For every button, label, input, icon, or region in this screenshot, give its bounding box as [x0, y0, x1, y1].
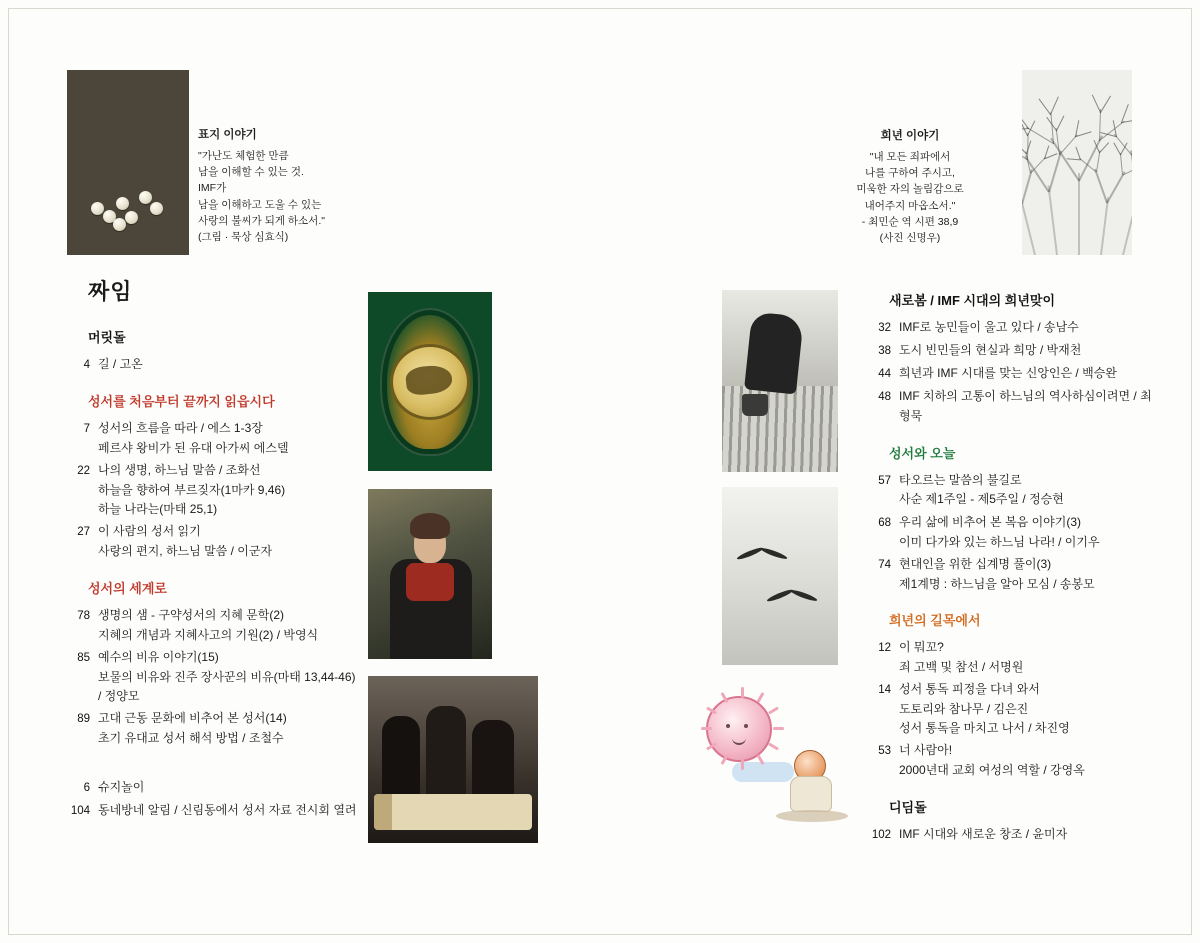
- toc-entry-row[interactable]: [64, 648, 364, 668]
- toc-page-number: 7: [83, 422, 90, 435]
- toc-entry[interactable]: [865, 825, 1155, 845]
- tree-branch: [1131, 131, 1132, 156]
- toc-page-number: 44: [878, 367, 891, 380]
- toc-entry-title: 현대인을 위한 십계명 풀이(3): [899, 556, 1052, 571]
- tree-branch: [1056, 116, 1064, 131]
- toc-left-column: [64, 327, 364, 837]
- sun-illustration: [706, 690, 856, 840]
- toc-entry-subtitle: 페르샤 왕비가 된 유대 아가씨 에스델: [98, 440, 289, 455]
- tree-branch: [1022, 198, 1036, 255]
- toc-entry-row[interactable]: [865, 318, 1155, 338]
- toc-group: [865, 290, 1155, 427]
- toc-entry-row[interactable]: [865, 364, 1155, 384]
- toc-entry-row[interactable]: [865, 341, 1155, 361]
- cover-story-line: 남을 이해하고 도울 수 있는: [198, 198, 322, 211]
- toc-group: [865, 610, 1155, 781]
- toc-page-number: 104: [70, 805, 90, 818]
- toc-entry-title: 성서 통독 피정을 다녀 와서: [899, 682, 1040, 697]
- toc-entry-subtitle: 죄 고백 및 참선 / 서명원: [899, 659, 1024, 674]
- tree-branch: [1099, 121, 1124, 141]
- cover-story-line: "가난도 체험한 만큼: [198, 149, 289, 162]
- jubilee-story-source: - 최민순 역 시편 38,9: [861, 215, 959, 228]
- jubilee-story-text: [810, 128, 1010, 246]
- tree-branch: [1078, 173, 1080, 255]
- toc-entry-title: 성서의 흐름을 따라 / 에스 1-3장: [98, 420, 263, 435]
- toc-page-number: 74: [878, 558, 891, 571]
- toc-entry-row[interactable]: [64, 461, 364, 481]
- toc-page-number: 102: [871, 828, 891, 841]
- tree-photo: [1022, 70, 1132, 255]
- toc-entry-title: 생명의 샘 - 구약성서의 지혜 문학(2): [98, 607, 285, 622]
- birds-photo: [722, 487, 838, 665]
- toc-entry[interactable]: [64, 461, 364, 519]
- cover-story-title: 표지 이야기: [198, 129, 257, 141]
- cover-story-line: 사랑의 불씨가 되게 하소서.": [198, 214, 325, 227]
- sun-ray: [768, 706, 779, 714]
- toc-entry-row[interactable]: [64, 709, 364, 729]
- toc-entry[interactable]: [865, 364, 1155, 384]
- toc-entry-title: 이 뭐꼬?: [899, 639, 944, 654]
- toc-page-number: 27: [77, 526, 90, 539]
- toc-right-column: [865, 290, 1155, 861]
- toc-group-heading: 머릿돌: [88, 330, 126, 345]
- sun-ray: [756, 692, 764, 703]
- toc-entry-title: 우리 삶에 비추어 본 복음 이야기(3): [899, 514, 1082, 529]
- tree-branch: [1091, 94, 1100, 112]
- toc-entry-subtitle: 성서 통독을 마치고 나서 / 차진영: [899, 721, 1070, 736]
- toc-page-number: 14: [878, 684, 891, 697]
- toc-group-heading: 성서와 오늘: [889, 445, 956, 461]
- toc-page-number: 38: [878, 344, 891, 357]
- jubilee-story-line: 나를 구하여 주시고,: [865, 167, 955, 180]
- toc-page-number: 53: [878, 745, 891, 758]
- toc-entry[interactable]: [865, 741, 1155, 780]
- cover-story-text: [198, 127, 373, 245]
- toc-entry-row[interactable]: [865, 471, 1155, 491]
- toc-entry-row[interactable]: [865, 638, 1155, 658]
- toc-entry[interactable]: [865, 341, 1155, 361]
- toc-page-number: 78: [77, 609, 90, 622]
- page-title: 짜임: [88, 279, 133, 304]
- cover-story-line: 남을 이해할 수 있는 것.: [198, 166, 304, 179]
- toc-group: [64, 578, 364, 749]
- toc-entry-row[interactable]: [865, 555, 1155, 575]
- toc-entry[interactable]: [865, 471, 1155, 510]
- toc-entry-title: 길 / 고온: [98, 357, 143, 371]
- toc-entry-subtitle: 사순 제1주일 - 제5주일 / 정승현: [899, 492, 1064, 507]
- toc-entry-subtitle: 지혜의 개념과 지혜사고의 기원(2) / 박영식: [98, 627, 319, 642]
- toc-entry[interactable]: [64, 801, 364, 821]
- toc-page-number: 6: [83, 782, 90, 795]
- toc-entry-row[interactable]: [64, 778, 364, 798]
- toc-entry[interactable]: [865, 638, 1155, 677]
- toc-entry[interactable]: [64, 606, 364, 645]
- toc-entry[interactable]: [865, 318, 1155, 338]
- toc-entry-subtitle: 제1계명 : 하느님을 알아 모심 / 송봉모: [899, 576, 1095, 591]
- toc-entry-subtitle: / 정양모: [98, 688, 140, 703]
- toc-entry[interactable]: [64, 419, 364, 458]
- tree-branch: [1094, 169, 1107, 203]
- toc-group-heading: 새로봄 / IMF 시대의 희년맞이: [889, 293, 1056, 308]
- toc-entry-row[interactable]: [865, 741, 1155, 761]
- toc-group-heading: 성서의 세계로: [88, 580, 167, 596]
- toc-page-number: 68: [878, 516, 891, 529]
- sun-ray: [741, 687, 744, 698]
- toc-entry-row[interactable]: [865, 387, 1155, 427]
- cover-story-line: IMF가: [198, 182, 227, 195]
- sun-ray: [701, 727, 712, 730]
- toc-group: [64, 391, 364, 562]
- toc-page-number: 22: [77, 465, 90, 478]
- tree-branch: [1076, 131, 1092, 137]
- sun-ray: [773, 727, 784, 730]
- toc-page-number: 4: [83, 359, 90, 371]
- toc-entry-row[interactable]: [64, 801, 364, 821]
- toc-entry-subtitle: 사랑의 편지, 하느님 말씀 / 이군자: [98, 544, 273, 559]
- toc-entry-row[interactable]: [64, 606, 364, 626]
- toc-entry-title: 고대 근동 문화에 비추어 본 성서(14): [98, 711, 287, 726]
- cover-story-credit: (그림 · 묵상 심효식): [198, 231, 289, 244]
- tree-branch: [1027, 133, 1029, 160]
- toc-group-heading: 희년의 길목에서: [889, 612, 981, 628]
- toc-entry-title: 희년과 IMF 시대를 맞는 신앙인은 / 백승완: [899, 365, 1117, 380]
- tree-branch: [1100, 197, 1109, 255]
- tree-branch: [1096, 151, 1100, 173]
- toc-entry-title: 예수의 비유 이야기(15): [98, 649, 219, 664]
- toc-entry[interactable]: [64, 709, 364, 748]
- toc-group-heading: 성서를 처음부터 끝까지 읽읍시다: [88, 393, 275, 409]
- toc-group: [64, 764, 364, 821]
- toc-entry-title: 이 사람의 성서 읽기: [98, 524, 201, 539]
- jubilee-story-line: "내 모든 죄파에서: [869, 150, 951, 163]
- toc-entry-title: 너 사람아!: [899, 743, 953, 758]
- toc-spacer: [64, 764, 364, 778]
- toc-page-number: 89: [77, 713, 90, 726]
- tree-branch: [1100, 95, 1111, 112]
- toc-group-heading: 디딤돌: [889, 799, 927, 815]
- toc-entry-row[interactable]: [865, 513, 1155, 533]
- tree-branch: [1106, 171, 1125, 203]
- toc-entry-row[interactable]: [64, 522, 364, 542]
- tree-branch: [1114, 134, 1132, 155]
- farmer-photo: [722, 290, 838, 472]
- tree-branch: [1059, 134, 1078, 155]
- jubilee-story-credit: (사진 신명우): [879, 232, 941, 245]
- jubilee-story-title: 희년 이야기: [880, 130, 940, 142]
- portrait-photo: [368, 489, 492, 659]
- toc-entry-title: 도시 빈민들의 현실과 희망 / 박재천: [899, 342, 1082, 357]
- jubilee-story-line: 미욱한 자의 놀림감으로: [856, 183, 964, 196]
- toc-entry-row[interactable]: [865, 680, 1155, 700]
- toc-entry-subtitle: 2000년대 교회 여성의 역할 / 강영옥: [899, 763, 1085, 778]
- tree-branch: [1047, 185, 1058, 255]
- toc-page-number: 12: [878, 641, 891, 654]
- cover-photo: [67, 70, 189, 255]
- toc-entry[interactable]: [64, 355, 364, 375]
- jubilee-story-line: 내어주지 마옵소서.": [864, 199, 956, 212]
- toc-entry-subtitle: 하늘을 향하여 부르짖자(1마카 9,46): [98, 483, 286, 498]
- toc-entry-title: 나의 생명, 하느님 말씀 / 조화선: [98, 463, 261, 478]
- toc-entry-title: 타오르는 말씀의 불길로: [899, 472, 1022, 487]
- toc-group: [865, 797, 1155, 845]
- toc-entry-subtitle: 보물의 비유와 진주 장사꾼의 비유(마태 13,44-46): [98, 669, 356, 684]
- toc-entry-title: 동네방네 알림 / 신림동에서 성서 자료 전시회 열려: [98, 803, 357, 818]
- toc-entry[interactable]: [865, 387, 1155, 427]
- toc-page-number: 48: [878, 390, 891, 403]
- tree-branch: [1122, 187, 1132, 255]
- toc-group: [865, 443, 1155, 594]
- toc-entry[interactable]: [865, 680, 1155, 738]
- toc-entry[interactable]: [865, 513, 1155, 552]
- scroll-study-photo: [368, 676, 538, 843]
- toc-entry[interactable]: [64, 648, 364, 706]
- toc-entry-row[interactable]: [865, 825, 1155, 845]
- toc-entry-subtitle: 이미 다가와 있는 하느님 나라! / 이기우: [899, 534, 1100, 549]
- toc-entry[interactable]: [865, 555, 1155, 594]
- sun-ray: [768, 742, 779, 750]
- sun-ray: [741, 759, 744, 770]
- toc-entry-title: IMF 치하의 고통이 하느님의 역사하심이려면 / 최형묵: [899, 388, 1152, 423]
- toc-entry-subtitle: 초기 유대교 성서 해석 방법 / 조철수: [98, 731, 284, 746]
- tree-branch: [1130, 151, 1132, 194]
- toc-entry-subtitle: 도토리와 참나무 / 김은진: [899, 702, 1029, 717]
- toc-entry-row[interactable]: [64, 419, 364, 439]
- tree-branch: [1050, 97, 1059, 115]
- toc-entry-title: IMF로 농민들이 울고 있다 / 송남수: [899, 320, 1079, 334]
- toc-page-number: 85: [77, 651, 90, 664]
- toc-entry-subtitle: 하늘 나라는(마태 25,1): [98, 502, 218, 517]
- toc-page-number: 57: [878, 474, 891, 487]
- mosaic-photo: [368, 292, 492, 471]
- toc-page-number: 32: [878, 322, 891, 334]
- tree-branch: [1099, 142, 1109, 153]
- toc-group: [64, 327, 364, 375]
- tree-branch: [1022, 170, 1033, 205]
- toc-entry[interactable]: [64, 778, 364, 798]
- toc-entry[interactable]: [64, 522, 364, 561]
- toc-entry-title: 슈지놀이: [98, 780, 145, 795]
- tree-branch: [1123, 165, 1132, 176]
- toc-entry-row[interactable]: [64, 355, 364, 375]
- toc-entry-title: IMF 시대와 새로운 창조 / 윤미자: [899, 826, 1068, 841]
